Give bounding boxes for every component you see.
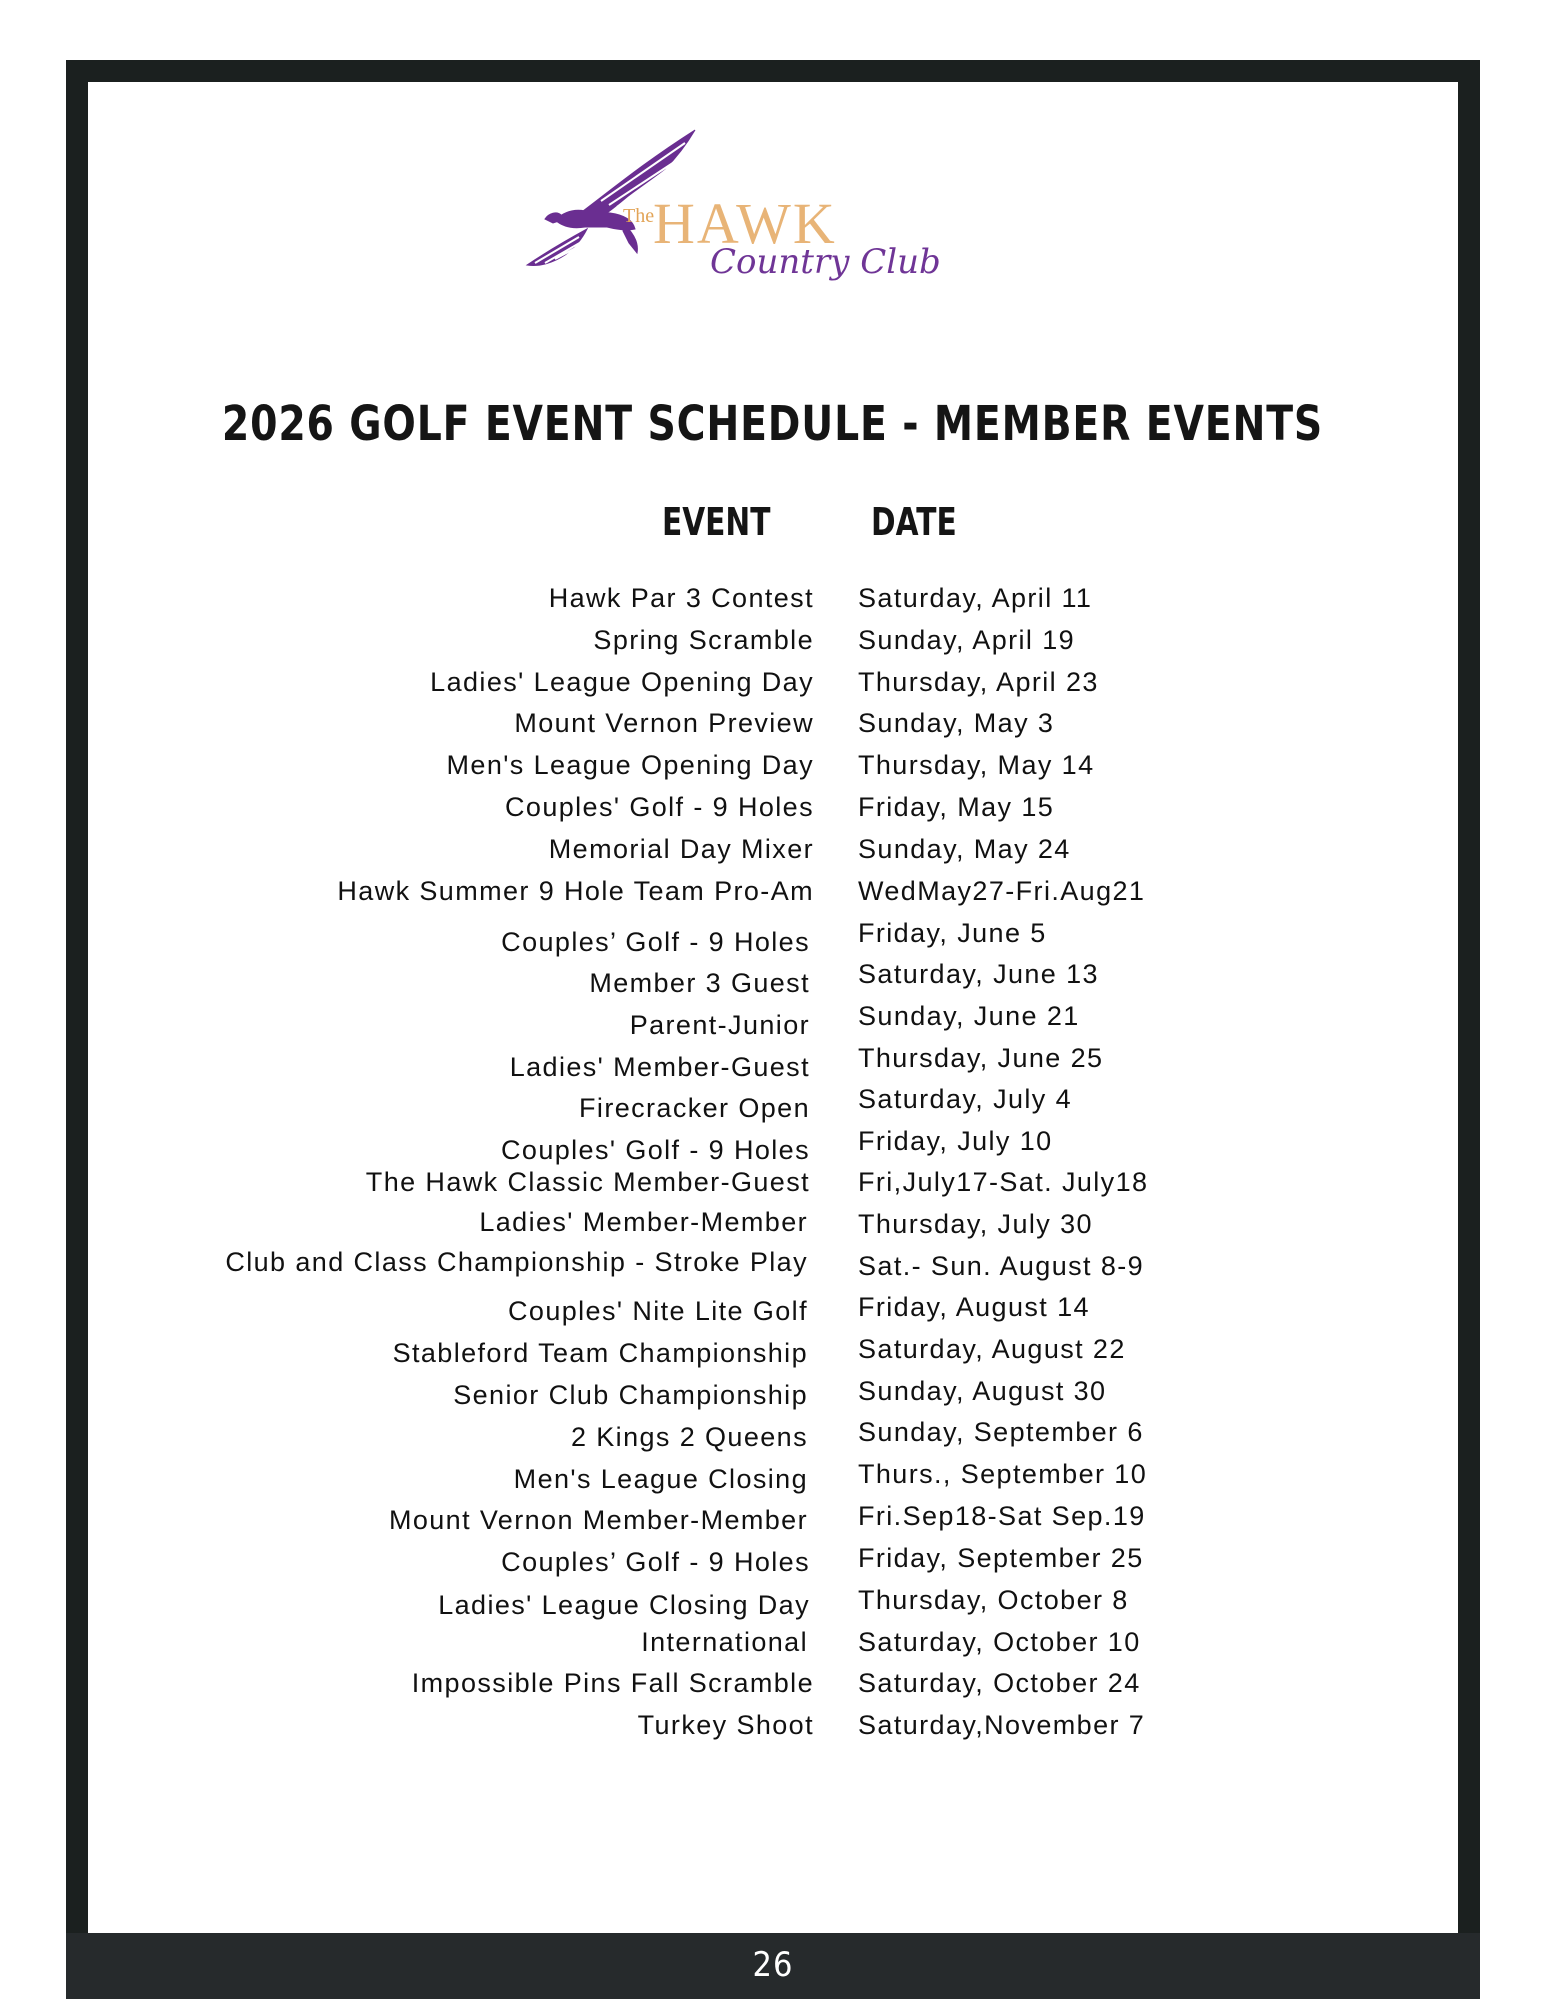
event-name: Turkey Shoot (637, 1710, 814, 1740)
event-date: Thursday, April 23 (858, 667, 1099, 697)
event-name: The Hawk Classic Member-Guest (365, 1167, 810, 1197)
event-name: Member 3 Guest (589, 968, 810, 998)
logo-the-text: The (623, 205, 655, 227)
event-date: Fri,July17-Sat. July18 (858, 1167, 1149, 1197)
page-footer (66, 1933, 1480, 1999)
event-date: Fri.Sep18-Sat Sep.19 (858, 1501, 1146, 1531)
event-name: Ladies' Member-Guest (509, 1052, 810, 1082)
event-date: Thursday, July 30 (858, 1209, 1093, 1239)
event-date: Saturday, June 13 (858, 959, 1099, 989)
page-title: 2026 GOLF EVENT SCHEDULE - MEMBER EVENTS (221, 396, 1324, 452)
event-name: Ladies' League Closing Day (438, 1590, 810, 1620)
event-name: Couples' Golf - 9 Holes (501, 1135, 810, 1165)
event-name: Mount Vernon Preview (514, 708, 814, 738)
event-name: Hawk Summer 9 Hole Team Pro-Am (337, 876, 814, 906)
club-logo (515, 125, 995, 305)
event-date: Saturday, October 10 (858, 1627, 1141, 1657)
event-name: International (641, 1627, 808, 1657)
event-date: Thurs., September 10 (858, 1459, 1148, 1489)
event-date: Sunday, June 21 (858, 1001, 1080, 1031)
event-name: Parent-Junior (629, 1010, 810, 1040)
event-name: Club and Class Championship - Stroke Play (225, 1247, 808, 1277)
event-date: Sunday, May 24 (858, 834, 1071, 864)
event-date: Saturday, August 22 (858, 1334, 1126, 1364)
event-name: Firecracker Open (579, 1093, 810, 1123)
event-date: Sunday, August 30 (858, 1376, 1107, 1406)
page-number: 26 (752, 1945, 794, 1985)
event-date: Thursday, May 14 (858, 750, 1095, 780)
event-name: Senior Club Championship (453, 1380, 808, 1410)
logo-hawk-text: HAWK (653, 191, 837, 256)
event-date: Saturday, July 4 (858, 1084, 1072, 1114)
event-name: Mount Vernon Member-Member (388, 1505, 808, 1535)
event-date: Sunday, April 19 (858, 625, 1076, 655)
page-frame-right (1458, 60, 1480, 1999)
event-name: Impossible Pins Fall Scramble (411, 1668, 814, 1698)
event-name: Stableford Team Championship (392, 1338, 808, 1368)
event-name: Men's League Opening Day (446, 750, 814, 780)
event-name: Couples’ Golf - 9 Holes (501, 927, 810, 957)
event-date: WedMay27-Fri.Aug21 (858, 876, 1146, 906)
event-date: Friday, September 25 (858, 1543, 1144, 1573)
logo-country-club-text: Country Club (710, 242, 941, 282)
page-frame-top (66, 60, 1480, 82)
event-name: Ladies' Member-Member (479, 1207, 808, 1237)
event-date: Sunday, May 3 (858, 708, 1055, 738)
event-name: Spring Scramble (593, 625, 814, 655)
event-date: Saturday,November 7 (858, 1710, 1146, 1740)
event-date: Friday, July 10 (858, 1126, 1053, 1156)
event-name: Couples’ Golf - 9 Holes (501, 1547, 810, 1577)
event-name: Couples' Golf - 9 Holes (505, 792, 814, 822)
event-date: Thursday, June 25 (858, 1043, 1104, 1073)
event-date: Thursday, October 8 (858, 1585, 1129, 1615)
event-date: Sunday, September 6 (858, 1417, 1144, 1447)
event-date: Saturday, October 24 (858, 1668, 1141, 1698)
event-name: Men's League Closing (513, 1464, 808, 1494)
column-header-date: DATE (871, 500, 957, 544)
event-name: Memorial Day Mixer (548, 834, 814, 864)
event-date: Sat.- Sun. August 8-9 (858, 1251, 1145, 1281)
event-date: Friday, June 5 (858, 918, 1047, 948)
event-date: Friday, May 15 (858, 792, 1055, 822)
column-header-event: EVENT (662, 500, 771, 544)
event-name: Couples' Nite Lite Golf (508, 1296, 808, 1326)
event-name: 2 Kings 2 Queens (570, 1422, 808, 1452)
event-name: Ladies' League Opening Day (430, 667, 814, 697)
page-frame-left (66, 60, 88, 1999)
event-date: Saturday, April 11 (858, 583, 1093, 613)
event-name: Hawk Par 3 Contest (548, 583, 814, 613)
event-date: Friday, August 14 (858, 1292, 1090, 1322)
